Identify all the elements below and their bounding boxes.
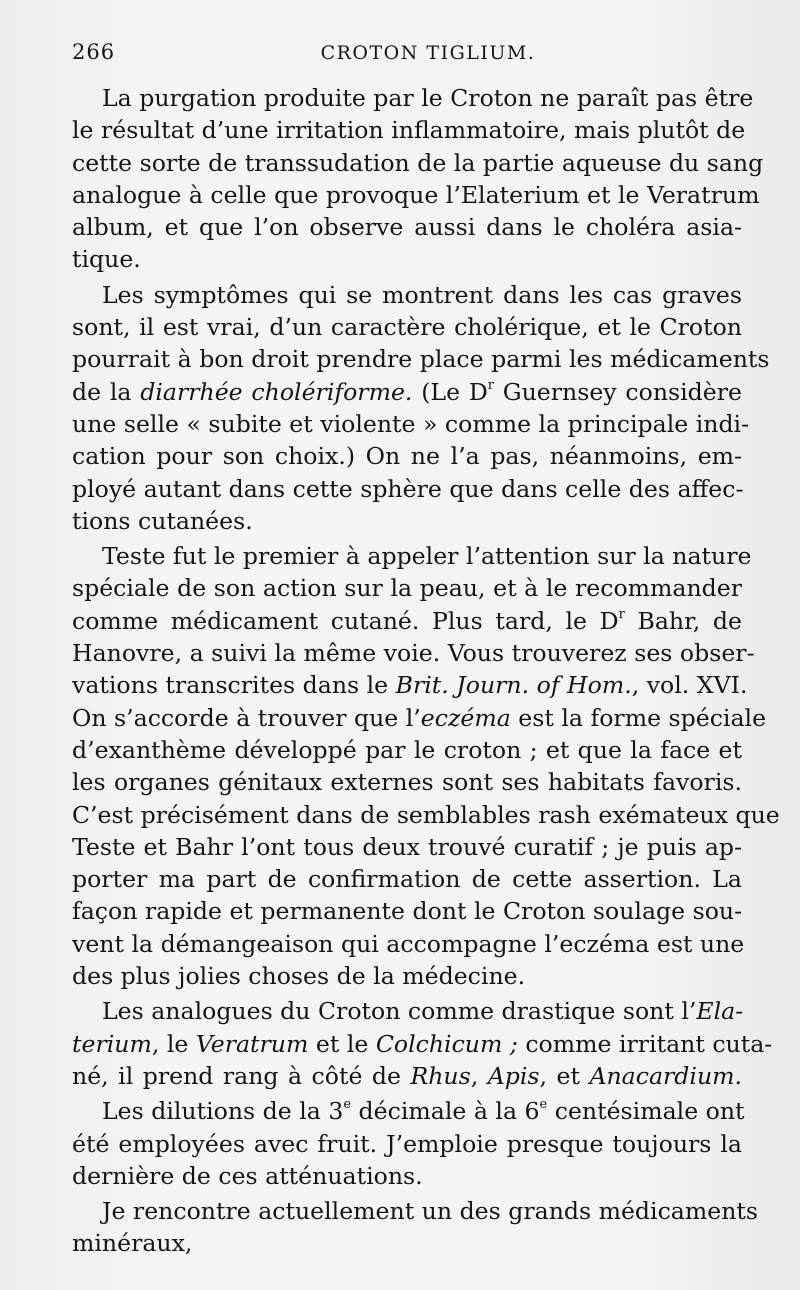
running-head: CROTON TIGLIUM. — [320, 42, 536, 64]
text-segment: comme médicament cutané. Plus tard, le D — [72, 606, 619, 635]
text-segment: , — [470, 1061, 488, 1090]
text-line — [72, 1195, 758, 1227]
italic-text: diarrhée cholériforme. — [140, 377, 413, 406]
text-line — [72, 540, 752, 572]
page-header — [72, 40, 744, 72]
text-line — [72, 1060, 742, 1092]
text-segment: Guernsey considère — [493, 377, 742, 406]
text-segment: (Le D — [412, 377, 488, 406]
text-segment: ployé autant dans cette sphère que dans celle des affec- — [72, 474, 744, 503]
text-line — [72, 1227, 742, 1259]
text-segment: tique. — [72, 245, 141, 274]
text-segment: tions cutanées. — [72, 506, 253, 535]
text-segment: Bahr, de — [624, 606, 742, 635]
italic-text: Brit. Journ. of Hom. — [395, 671, 632, 700]
text-segment: et le — [308, 1029, 376, 1058]
italic-text: Veratrum — [195, 1029, 309, 1058]
text-segment: comme irritant cuta- — [517, 1029, 773, 1058]
text-segment: Teste et Bahr l’ont tous deux trouvé curatif ; je puis ap- — [72, 832, 742, 861]
text-segment: cation pour son choix.) On ne l’a pas, néanmoins, em- — [72, 442, 742, 471]
text-segment: vations transcrites dans le — [72, 671, 396, 700]
text-line — [72, 243, 742, 275]
text-line — [72, 147, 764, 179]
text-segment: porter ma part de confirmation de cette assertion. La — [72, 865, 742, 894]
text-segment: est la forme spéciale — [510, 703, 767, 732]
text-segment: Les symptômes qui se montrent dans les cas graves — [102, 280, 742, 309]
page-number: 266 — [72, 40, 116, 64]
text-segment: Les analogues du Croton comme drastique sont l’ — [102, 997, 697, 1026]
text-segment: album, et que l’on observe aussi dans le choléra asia- — [72, 213, 742, 242]
superscript: r — [487, 377, 494, 393]
italic-text: Apis — [487, 1061, 540, 1090]
text-segment: C’est précisément dans de semblables rash exémateux que — [72, 800, 780, 829]
text-segment: dernière de ces atténuations. — [72, 1161, 423, 1190]
body-text — [72, 82, 780, 1260]
text-line — [72, 473, 742, 505]
text-line — [72, 960, 742, 992]
text-line — [72, 179, 760, 211]
text-segment: né, il prend rang à côté de — [72, 1061, 411, 1090]
text-segment: de la — [72, 377, 141, 406]
text-segment: centésimale ont — [547, 1097, 745, 1126]
text-line — [72, 831, 742, 863]
superscript: e — [343, 1097, 352, 1113]
text-segment: été employées avec fruit. J’emploie presque toujours la — [72, 1129, 742, 1158]
text-line — [72, 82, 754, 114]
text-segment: le résultat d’une irritation inflammatoire, mais plutôt de — [72, 116, 746, 145]
text-line — [72, 279, 742, 311]
text-line — [72, 1128, 742, 1160]
text-segment: On s’accorde à trouver que l’ — [72, 703, 421, 732]
text-line — [72, 211, 742, 243]
text-line — [72, 1028, 773, 1060]
text-segment: spéciale de son action sur la peau, et à le recommander — [72, 574, 742, 603]
italic-text: Anacardium. — [589, 1061, 743, 1090]
text-line — [72, 669, 748, 701]
text-segment: Teste fut le premier à appeler l’attention sur la nature — [102, 542, 752, 571]
text-segment: une selle « subite et violente » comme la principale indi- — [72, 409, 750, 438]
text-segment: les organes génitaux externes sont ses habitats favoris. — [72, 768, 742, 797]
text-line — [72, 766, 742, 798]
superscript: e — [539, 1097, 548, 1113]
text-line — [72, 863, 742, 895]
text-line — [72, 408, 750, 440]
text-line — [72, 572, 742, 604]
text-line — [72, 734, 742, 766]
text-line — [72, 1095, 745, 1127]
text-segment: Je rencontre actuellement un des grands médicaments — [102, 1197, 758, 1226]
italic-text: Ela- — [696, 997, 744, 1026]
text-segment: cette sorte de transsudation de la partie aqueuse du sang — [72, 148, 764, 177]
superscript: r — [618, 606, 625, 622]
text-segment: minéraux, — [72, 1229, 193, 1258]
text-line — [72, 928, 745, 960]
text-line — [72, 343, 770, 375]
text-segment: sont, il est vrai, d’un caractère cholérique, et le Croton — [72, 313, 742, 342]
text-segment: analogue à celle que provoque l’Elaterium et le Veratrum — [72, 180, 760, 209]
italic-text: terium — [72, 1029, 152, 1058]
text-segment: , vol. XVI. — [631, 671, 748, 700]
text-segment: décimale à la 6 — [351, 1097, 540, 1126]
text-segment: , et — [539, 1061, 590, 1090]
italic-text: Rhus — [410, 1061, 471, 1090]
italic-text: Colchicum ; — [375, 1029, 518, 1058]
text-line — [72, 799, 780, 831]
text-segment: , le — [151, 1029, 196, 1058]
text-line — [72, 376, 742, 408]
text-line — [72, 702, 767, 734]
text-line — [72, 995, 742, 1027]
text-segment: Les dilutions de la 3 — [102, 1097, 344, 1126]
text-line — [72, 114, 746, 146]
text-segment: d’exanthème développé par le croton ; et que la face et — [72, 735, 742, 764]
text-segment: pourrait à bon droit prendre place parmi les médicaments — [72, 345, 770, 374]
text-line — [72, 440, 742, 472]
text-line — [72, 895, 742, 927]
text-line — [72, 1160, 742, 1192]
text-line — [72, 505, 742, 537]
text-line — [72, 637, 755, 669]
text-segment: Hanovre, a suivi la même voie. Vous trouverez ses obser- — [72, 639, 755, 668]
text-segment: façon rapide et permanente dont le Croton soulage sou- — [72, 897, 743, 926]
text-line — [72, 605, 742, 637]
italic-text: eczéma — [420, 703, 511, 732]
text-segment: La purgation produite par le Croton ne paraît pas être — [102, 84, 754, 112]
text-line — [72, 311, 742, 343]
text-segment: des plus jolies choses de la médecine. — [72, 962, 526, 991]
text-segment: vent la démangeaison qui accompagne l’eczéma est une — [72, 929, 745, 958]
